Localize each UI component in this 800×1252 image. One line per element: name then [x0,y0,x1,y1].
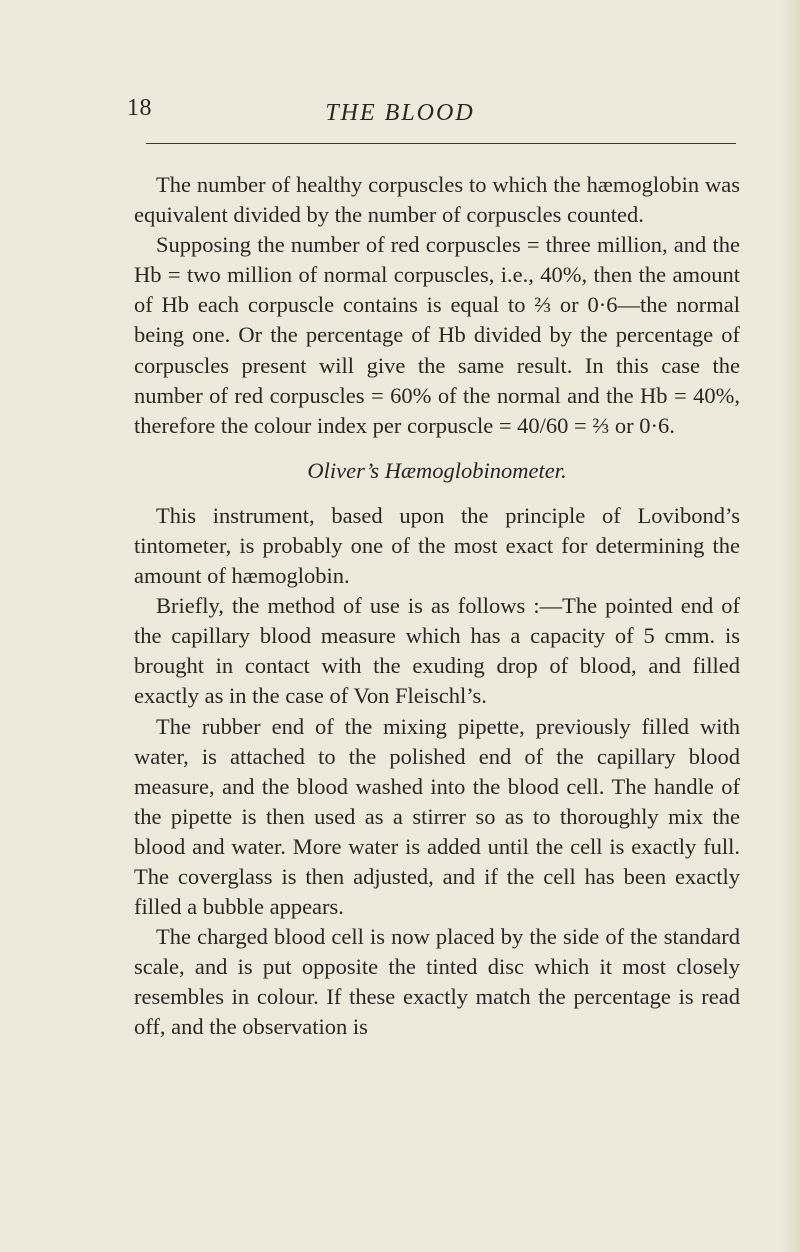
page-edge-shadow [782,0,800,1252]
paragraph-1: The number of healthy corpuscles to which the hæmoglobin was equivalent divided by the number of corpuscles counted. [134,172,740,228]
page-number: 18 [127,95,152,121]
paragraph-5: The rubber end of the mixing pipette, previously filled with water, is attached to the polished end of the capillary blood measure, and the blood washed into the blood cell. The handle of the pipette is then used as a stirrer so as to thoroughly mix the blood and water. More water is added until the cell is exactly full. The coverglass is then adjusted, and if the cell has been exactly filled a bubble appears. [134,713,740,920]
header-rule [146,143,736,144]
body-text [134,170,740,1043]
paragraph-2: Supposing the number of red corpuscles = three million, and the Hb = two million of normal corpuscles, i.e., 40%, then the amount of Hb each corpuscle contains is equal to ⅔ or 0·6—the normal being one. Or the percentage of Hb divided by the percentage of corpuscles present will give the same result. In this case the number of red corpuscles = 60% of the normal and the Hb = 40%, therefore the colour index per corpuscle = 40/60 = ⅔ or 0·6. [134,232,740,438]
running-title: THE BLOOD [325,100,475,126]
paragraph-6: The charged blood cell is now placed by the side of the standard scale, and is put opposite the tinted disc which it most closely resembles in colour. If these exactly match the percentage is read off, and the observation is [134,924,740,1040]
paragraph-4: Briefly, the method of use is as follows :—The pointed end of the capillary blood measure which has a capacity of 5 cmm. is brought in contact with the exuding drop of blood, and filled exactly as in the case of Von Fleischl’s. [134,593,740,709]
paragraph-3: This instrument, based upon the principle of Lovibond’s tintometer, is probably one of the most exact for determining the amount of hæmoglobin. [134,502,740,589]
section-heading: Oliver’s Hæmoglobinometer. [307,457,567,483]
